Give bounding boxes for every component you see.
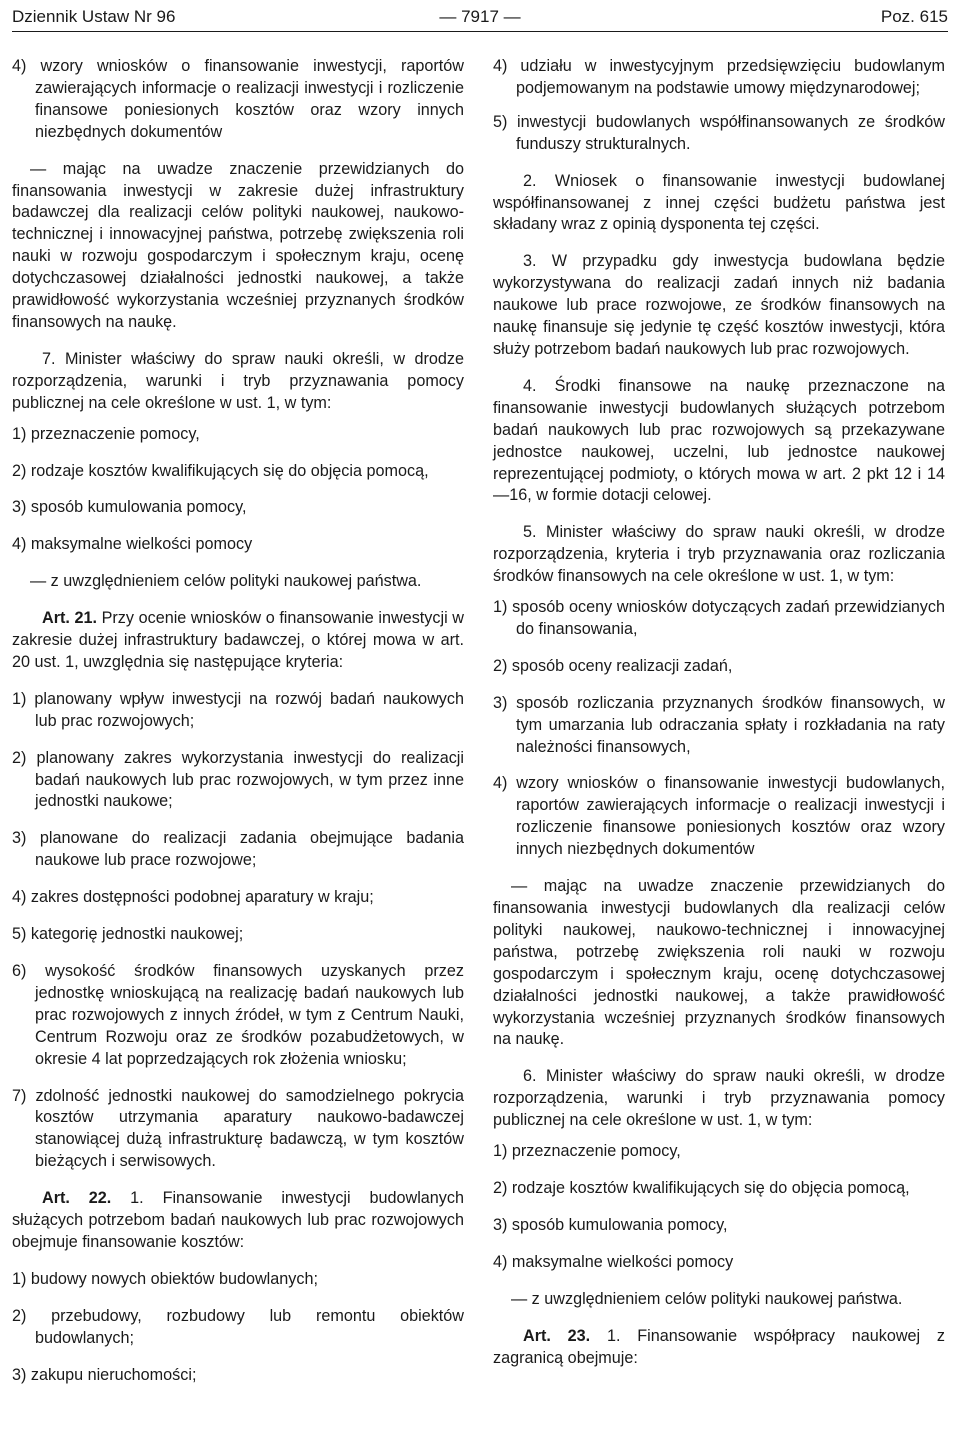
paragraph-text: 2) przebudowy, rozbudowy lub remontu obiektów budowlanych; (12, 1306, 464, 1347)
paragraph (12, 1365, 464, 1387)
paragraph-text: 4) maksymalne wielkości pomocy (493, 1252, 734, 1271)
paragraph (12, 424, 464, 446)
paragraph-text: 3) sposób kumulowania pomocy, (493, 1215, 728, 1234)
paragraph-text: 1. Finansowanie współpracy naukowej z zagranicą obejmuje: (493, 1326, 945, 1367)
paragraph (12, 56, 464, 144)
paragraph-text: 2) rodzaje kosztów kwalifikujących się do objęcia pomocą, (12, 461, 429, 480)
paragraph (12, 1188, 464, 1254)
paragraph (493, 876, 945, 1051)
paragraph (493, 522, 945, 588)
paragraph (12, 534, 464, 556)
paragraph-text: 6) wysokość środków finansowych uzyskanych przez jednostkę wnioskującą na realizację badań naukowych lub prac rozwojowych z innych źródeł, w tym z Centrum Nauki, Centrum Rozwoju oraz ze środków pozabudżetowych, w okresie 4 lat poprzedzających rok złożenia wniosku; (12, 962, 464, 1068)
paragraph-text: 1) przeznaczenie pomocy, (12, 424, 200, 443)
page-header (12, 0, 948, 32)
paragraph-text: — z uwzględnieniem celów polityki naukowej państwa. (511, 1289, 903, 1308)
paragraph-text: 4. Środki finansowe na naukę przeznaczone na finansowanie inwestycji budowlanych służących potrzebom badań naukowych lub prac rozwojowych są przekazywane jednostce naukowej, uczelni, lub jednostce naukowej reprezentującej podmioty, o których mowa w art. 2 pkt 12 i 14—16, w formie dotacji celowej. (493, 376, 945, 505)
paragraph-text: 3) zakupu nieruchomości; (12, 1365, 197, 1384)
paragraph (493, 1066, 945, 1132)
paragraph-text: 4) udziału w inwestycyjnym przedsięwzięciu budowlanym podjemowanym na podstawie umowy międzynarodowej; (493, 57, 945, 97)
paragraph-text: 3) planowane do realizacji zadania obejmujące badania naukowe lub prace rozwojowe; (12, 829, 464, 870)
article-number: Art. 21. (42, 609, 97, 628)
paragraph (493, 112, 945, 156)
paragraph (12, 461, 464, 483)
paragraph-text: 5) kategorię jednostki naukowej; (12, 925, 244, 944)
article-number: Art. 23. (523, 1326, 591, 1345)
paragraph (493, 693, 945, 759)
paragraph-text: 2) planowany zakres wykorzystania inwestycji do realizacji badań naukowych lub prac rozwojowych, w tym przez inne jednostki naukowe; (12, 748, 464, 811)
paragraph-text: 5) inwestycji budowlanych współfinansowanych ze środków funduszy strukturalnych. (493, 112, 945, 153)
left-column (12, 56, 464, 1402)
paragraph-text: 1. Finansowanie inwestycji budowlanych służących potrzebom badań naukowych lub prac rozwojowych obejmuje finansowanie kosztów: (12, 1189, 464, 1251)
paragraph-text: — mając na uwadze znaczenie przewidzianych do finansowania inwestycji w zakresie dużej infrastruktury badawczej dla realizacji celów polityki naukowej, naukowo-technicznej i innowacyjnej państwa, potrzebę zwiększenia roli nauki w rozwoju gospodarczym i społecznym kraju, ocenę dotychczasowej działalności jednostki naukowej, a także prawidłowość wykorzystania wcześniej przyznanych środków finansowych na naukę. (12, 159, 464, 331)
paragraph-text: Przy ocenie wniosków o finansowanie inwestycji w zakresie dużej infrastruktury badawczej, o której mowa w art. 20 ust. 1, uwzględnia się następujące kryteria: (12, 609, 464, 671)
paragraph (12, 1086, 464, 1174)
paragraph (12, 1269, 464, 1291)
paragraph-text: 7) zdolność jednostki naukowej do samodzielnego pokrycia kosztów utrzymania aparatury naukowo-badawczej stanowiącej dużą infrastrukturę badawczą, w tym kosztów bieżących i serwisowych. (12, 1086, 464, 1171)
page-number: — 7917 — (439, 7, 521, 26)
paragraph-text: 5. Minister właściwy do spraw nauki określi, w drodze rozporządzenia, kryteria i tryb przyznawania oraz rozliczania środków finansowych na cele określone w ust. 1, w tym: (493, 523, 945, 586)
article-number: Art. 22. (42, 1189, 112, 1208)
header-rule (12, 31, 948, 32)
paragraph (493, 1252, 945, 1274)
paragraph-text: 1) planowany wpływ inwestycji na rozwój badań naukowych lub prac rozwojowych; (12, 689, 464, 730)
paragraph (493, 56, 945, 100)
paragraph-text: 4) wzory wniosków o finansowanie inwestycji budowlanych, raportów zawierających informacje o realizacji inwestycji i rozliczenie finansowe poniesionych kosztów oraz wzory innych niezbędnych dokumentów (493, 774, 945, 859)
paragraph-text: 1) przeznaczenie pomocy, (493, 1142, 681, 1161)
paragraph (12, 608, 464, 674)
paragraph (12, 887, 464, 909)
paragraph (493, 597, 945, 641)
paragraph-text: 2. Wniosek o finansowanie inwestycji budowlanej współfinansowanej z innej części budżetu państwa jest składany wraz z opinią dysponenta tej części. (493, 171, 945, 234)
paragraph (493, 1141, 945, 1163)
paragraph (493, 376, 945, 507)
paragraph-text: 4) maksymalne wielkości pomocy (12, 535, 253, 554)
paragraph (12, 497, 464, 519)
paragraph-text: 2) rodzaje kosztów kwalifikujących się do objęcia pomocą, (493, 1178, 910, 1197)
paragraph (493, 1215, 945, 1237)
paragraph-text: — mając na uwadze znaczenie przewidzianych do finansowania inwestycji budowlanych dla realizacji celów polityki naukowej, naukowo-technicznej i innowacyjnej państwa, potrzebę zwiększenia roli nauki w rozwoju gospodarczym i społecznym kraju, ocenę dotychczasowej działalności jednostki naukowej, a także prawidłowość wykorzystania wcześniej przyznanych środków finansowych na naukę. (493, 877, 945, 1049)
paragraph (12, 828, 464, 872)
paragraph (493, 1178, 945, 1200)
paragraph (12, 924, 464, 946)
paragraph (12, 961, 464, 1071)
paragraph (12, 571, 464, 593)
paragraph (493, 656, 945, 678)
journal-title: Dziennik Ustaw Nr 96 (12, 7, 176, 26)
paragraph (12, 159, 464, 334)
paragraph (12, 689, 464, 733)
paragraph (493, 171, 945, 237)
paragraph-text: 1) budowy nowych obiektów budowlanych; (12, 1269, 318, 1288)
paragraph (12, 748, 464, 814)
paragraph-text: 7. Minister właściwy do spraw nauki określi, w drodze rozporządzenia, warunki i tryb przyznawania pomocy publicznej na cele określone w ust. 1, w tym: (12, 349, 464, 412)
paragraph-text: 4) wzory wniosków o finansowanie inwestycji, raportów zawierających informacje o realizacji inwestycji i rozliczenie finansowe poniesionych kosztów oraz wzory innych niezbędnych dokumentów (12, 57, 464, 141)
paragraph-text: 3. W przypadku gdy inwestycja budowlana będzie wykorzystywana do realizacji zadań innych niż badania naukowe lub prace rozwojowe, ze środków finansowych na naukę finansuje się jedynie tę część kosztów inwestycji, która służy potrzebom badań naukowych lub prac rozwojowych. (493, 252, 945, 358)
paragraph-text: 1) sposób oceny wniosków dotyczących zadań przewidzianych do finansowania, (493, 598, 945, 638)
paragraph (12, 349, 464, 415)
position-number: Poz. 615 (880, 7, 948, 26)
paragraph-text: — z uwzględnieniem celów polityki naukowej państwa. (30, 572, 422, 591)
paragraph (493, 1326, 945, 1370)
right-column (493, 56, 945, 1384)
paragraph (493, 1289, 945, 1311)
paragraph (493, 773, 945, 861)
paragraph-text: 6. Minister właściwy do spraw nauki określi, w drodze rozporządzenia, warunki i tryb przyznawania pomocy publicznej na cele określone w ust. 1, w tym: (493, 1067, 945, 1130)
paragraph-text: 3) sposób kumulowania pomocy, (12, 498, 247, 517)
paragraph (12, 1306, 464, 1350)
paragraph-text: 2) sposób oceny realizacji zadań, (493, 656, 733, 675)
paragraph (493, 251, 945, 361)
paragraph-text: 3) sposób rozliczania przyznanych środków finansowych, w tym umarzania lub odraczania spłaty i rozkładania na raty należności finansowych, (493, 693, 945, 756)
paragraph-text: 4) zakres dostępności podobnej aparatury w kraju; (12, 888, 374, 907)
